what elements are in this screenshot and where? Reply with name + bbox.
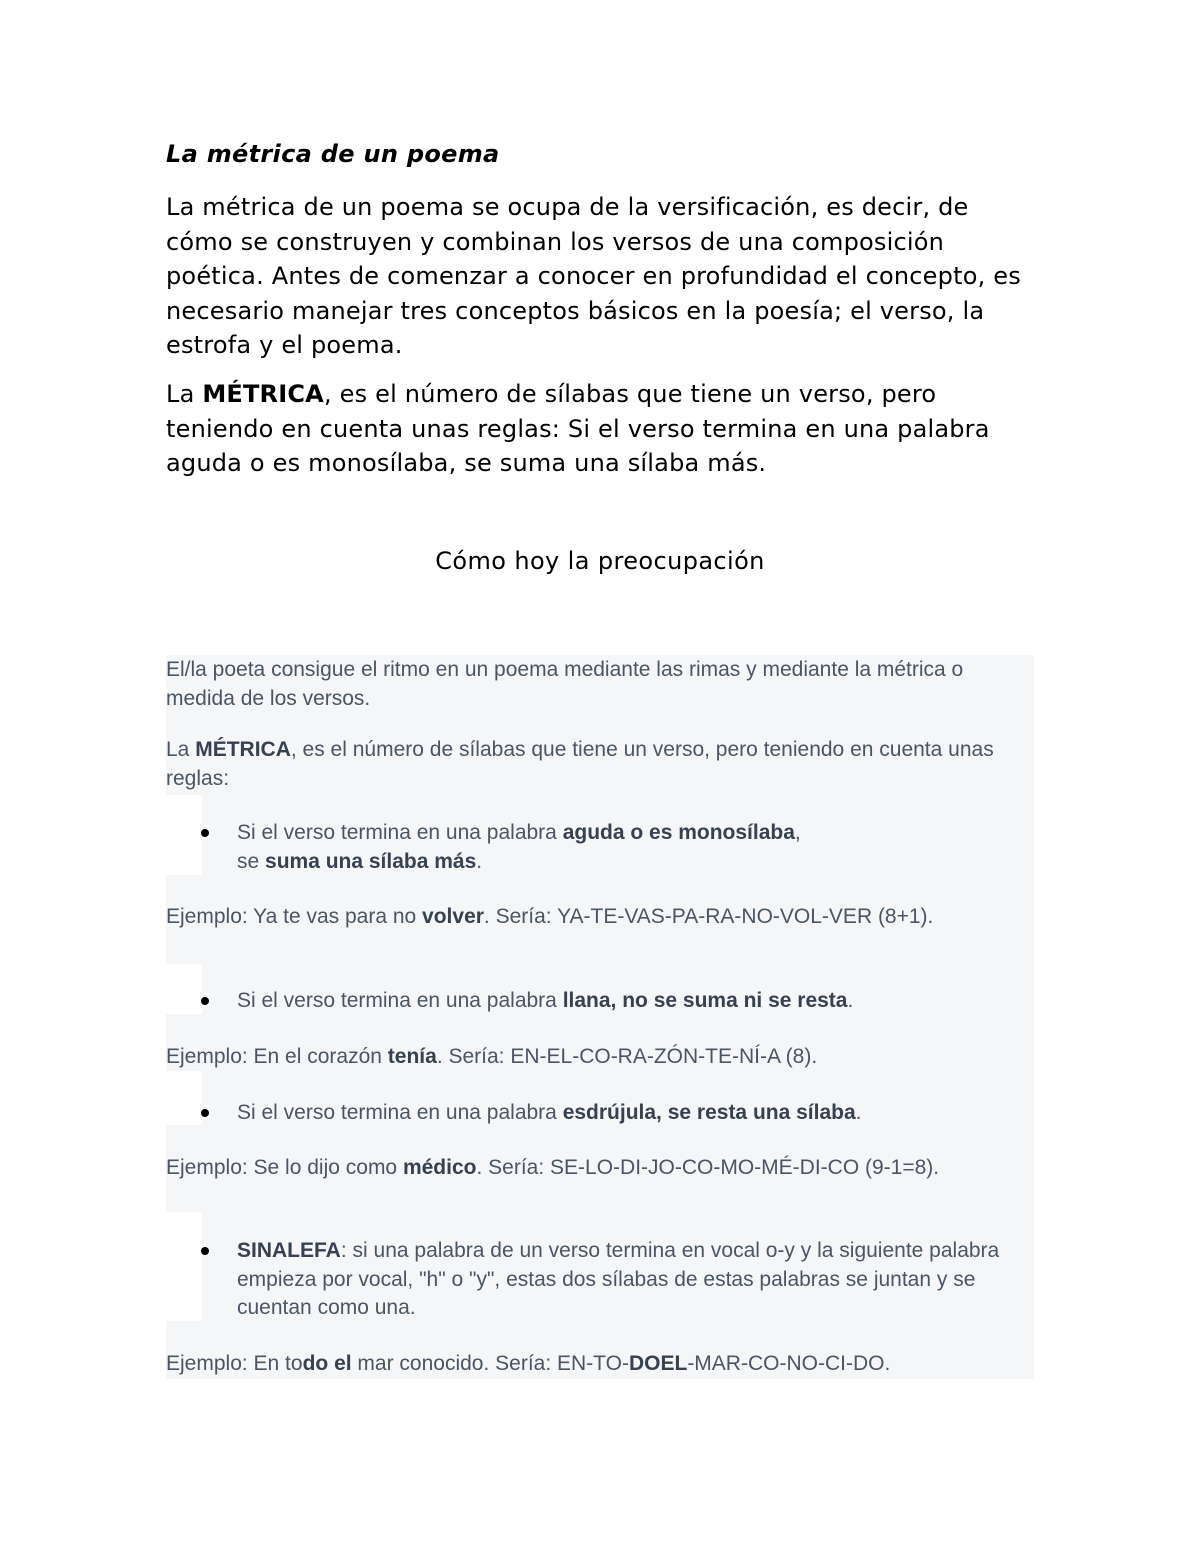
metrica-rest: , es el número de sílabas que tiene un verso, pero teniendo en cuenta unas reglas: Si el verso termina en una palabra aguda o es monosílaba, se suma una sílaba más. (166, 380, 990, 477)
bullet-icon (201, 1109, 209, 1117)
bold-term: médico (402, 1156, 477, 1179)
list-item-rule-llana (166, 987, 1016, 1016)
text-span: mar conocido. Sería: EN-TO- (351, 1352, 629, 1375)
quoted-paragraph: El/la poeta consigue el ritmo en un poema mediante las rimas y mediante la métrica o medida de los versos. (166, 658, 964, 710)
text-span: . Sería: EN-EL-CO-RA-ZÓN-TE-NÍ-A (8). (436, 1045, 818, 1068)
text-span: Si el verso termina en una palabra (237, 821, 563, 844)
bold-term: tenía (387, 1045, 437, 1068)
text-span: , es el número de sílabas que tiene un verso, pero teniendo en cuenta unas reglas: (166, 738, 994, 790)
intro-paragraph: La métrica de un poema se ocupa de la versificación, es decir, de cómo se construyen y combinan los versos de una composición poética. Antes de comenzar a conocer en profundidad el concepto, es necesario manejar tres conceptos básicos en la poesía; el verso, la estrofa y el poema. (166, 193, 1021, 359)
quoted-metrica-paragraph (166, 736, 1016, 793)
text-span: , (794, 821, 801, 844)
rule-list (166, 1099, 1016, 1128)
text-span: Ejemplo: En el corazón (166, 1045, 388, 1068)
text-span: . (855, 1101, 862, 1124)
text-span: . (847, 989, 854, 1012)
bold-term: llana, no se suma ni se resta (562, 989, 848, 1012)
bullet-icon (201, 997, 209, 1005)
text-span: La (166, 738, 196, 761)
bold-term: suma una sílaba más (265, 849, 477, 873)
metrica-bold-term: MÉTRICA (202, 380, 324, 408)
example-llana (166, 1043, 1016, 1072)
text-span: Ejemplo: Se lo dijo como (166, 1156, 403, 1179)
rule-list (166, 819, 1016, 876)
verse-example: Cómo hoy la preocupación (435, 547, 765, 575)
text-span: . (476, 849, 483, 873)
list-item-rule-aguda (166, 819, 1016, 876)
example-aguda (166, 903, 1016, 932)
bold-term: SINALEFA (237, 1239, 341, 1262)
document-title: La métrica de un poema (166, 140, 500, 168)
bold-term: DOEL (628, 1352, 688, 1375)
bullet-icon (201, 1247, 209, 1255)
text-span: se (237, 849, 266, 873)
text-span: -MAR-CO-NO-CI-DO. (687, 1352, 891, 1375)
rule-list (166, 1237, 1016, 1323)
list-item-rule-esdrujula (166, 1099, 1016, 1128)
text-span: . Sería: YA-TE-VAS-PA-RA-NO-VOL-VER (8+1). (483, 905, 934, 928)
text-span: Si el verso termina en una palabra (237, 1101, 563, 1124)
text-span: Ejemplo: Ya te vas para no (166, 905, 423, 928)
bold-term: esdrújula, se resta una sílaba (562, 1101, 856, 1124)
bold-term: do el (302, 1352, 352, 1375)
bold-term: volver (422, 905, 484, 928)
example-esdrujula (166, 1154, 1016, 1183)
bold-term: MÉTRICA (195, 738, 291, 761)
bullet-icon (201, 829, 209, 837)
bold-term: aguda o es monosílaba (562, 821, 795, 844)
text-span: Si el verso termina en una palabra (237, 989, 563, 1012)
metrica-paragraph (166, 377, 1034, 481)
rule-list (166, 987, 1016, 1016)
list-item-rule-sinalefa (166, 1237, 1016, 1323)
metrica-prefix: La (166, 380, 203, 408)
text-span: Ejemplo: En to (166, 1352, 303, 1375)
example-sinalefa (166, 1350, 1016, 1379)
text-span: : si una palabra de un verso termina en vocal o-y y la siguiente palabra empieza por vocal, "h" o "y", estas dos sílabas de estas palabras se juntan y se cuentan como una. (237, 1239, 1000, 1319)
text-span: . Sería: SE-LO-DI-JO-CO-MO-MÉ-DI-CO (9-1=8). (476, 1156, 940, 1179)
